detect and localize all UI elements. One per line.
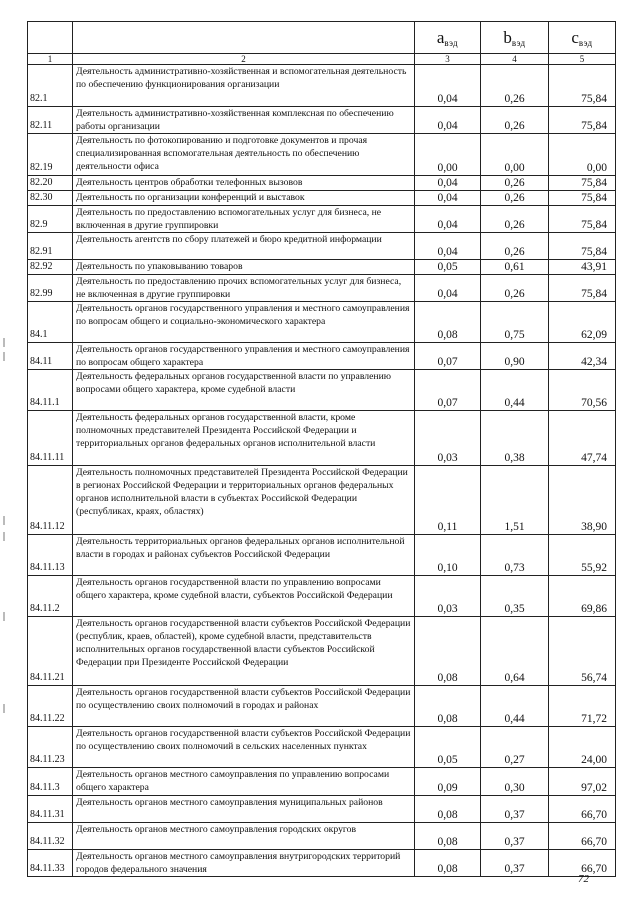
header-b: $b_{вэд}$ bbox=[481, 22, 549, 54]
row-value-b: 0,26 bbox=[481, 191, 549, 206]
table-row bbox=[28, 617, 616, 686]
table-row bbox=[28, 686, 616, 727]
row-code: 82.99 bbox=[28, 275, 73, 302]
row-value-b: 0,26 bbox=[481, 107, 549, 134]
row-value-b: 0,73 bbox=[481, 535, 549, 576]
row-name: Деятельность органов государственного управления и местного самоуправления по вопросам общего характера bbox=[73, 343, 415, 370]
row-value-a: 0,04 bbox=[415, 206, 481, 233]
row-value-b: 0,00 bbox=[481, 134, 549, 176]
row-value-c: 66,70 bbox=[549, 850, 616, 877]
row-value-c: 75,84 bbox=[549, 233, 616, 260]
table-row bbox=[28, 134, 616, 176]
page-number: 72 bbox=[578, 873, 589, 885]
table-row bbox=[28, 260, 616, 275]
row-value-c: 42,34 bbox=[549, 343, 616, 370]
row-name: Деятельность органов местного самоуправления муниципальных районов bbox=[73, 796, 415, 823]
row-value-c: 75,84 bbox=[549, 275, 616, 302]
column-number: 4 bbox=[481, 54, 549, 65]
row-value-a: 0,04 bbox=[415, 176, 481, 191]
row-code: 84.11.3 bbox=[28, 768, 73, 796]
header-row bbox=[28, 22, 616, 54]
row-value-b: 1,51 bbox=[481, 466, 549, 535]
row-value-b: 0,26 bbox=[481, 275, 549, 302]
scan-edge-marks bbox=[3, 0, 7, 905]
row-value-a: 0,11 bbox=[415, 466, 481, 535]
table-row bbox=[28, 206, 616, 233]
row-name: Деятельность агентств по сбору платежей и бюро кредитной информации bbox=[73, 233, 415, 260]
row-value-b: 0,37 bbox=[481, 823, 549, 850]
row-value-a: 0,08 bbox=[415, 302, 481, 343]
row-value-a: 0,08 bbox=[415, 796, 481, 823]
table-row bbox=[28, 796, 616, 823]
row-value-c: 0,00 bbox=[549, 134, 616, 176]
row-value-c: 69,86 bbox=[549, 576, 616, 617]
row-name: Деятельность по фотокопированию и подготовке документов и прочая специализированная вспомогательная деятельность по обеспечению деятельности офиса bbox=[73, 134, 415, 176]
row-value-b: 0,26 bbox=[481, 65, 549, 107]
row-value-a: 0,08 bbox=[415, 850, 481, 877]
column-number: 2 bbox=[73, 54, 415, 65]
row-code: 84.11.33 bbox=[28, 850, 73, 877]
table-row bbox=[28, 727, 616, 768]
table-row bbox=[28, 275, 616, 302]
row-value-a: 0,09 bbox=[415, 768, 481, 796]
row-value-a: 0,08 bbox=[415, 617, 481, 686]
row-value-a: 0,04 bbox=[415, 191, 481, 206]
document-page bbox=[27, 21, 615, 877]
row-code: 82.92 bbox=[28, 260, 73, 275]
row-value-a: 0,04 bbox=[415, 233, 481, 260]
row-value-c: 62,09 bbox=[549, 302, 616, 343]
row-name: Деятельность центров обработки телефонных вызовов bbox=[73, 176, 415, 191]
row-code: 84.11.12 bbox=[28, 466, 73, 535]
table-row bbox=[28, 823, 616, 850]
row-value-b: 0,64 bbox=[481, 617, 549, 686]
row-value-b: 0,26 bbox=[481, 233, 549, 260]
row-name: Деятельность органов государственной власти по управлению вопросами общего характера, кроме судебной власти, субъектов Российской Федерации bbox=[73, 576, 415, 617]
row-code: 84.11.21 bbox=[28, 617, 73, 686]
row-code: 84.11 bbox=[28, 343, 73, 370]
row-value-b: 0,27 bbox=[481, 727, 549, 768]
row-value-a: 0,07 bbox=[415, 343, 481, 370]
row-name: Деятельность по упаковыванию товаров bbox=[73, 260, 415, 275]
row-name: Деятельность по предоставлению вспомогательных услуг для бизнеса, не включенная в другие группировки bbox=[73, 206, 415, 233]
row-value-c: 75,84 bbox=[549, 176, 616, 191]
table-row bbox=[28, 343, 616, 370]
row-value-b: 0,26 bbox=[481, 206, 549, 233]
row-value-b: 0,37 bbox=[481, 796, 549, 823]
row-value-a: 0,08 bbox=[415, 686, 481, 727]
row-name: Деятельность территориальных органов федеральных органов исполнительной власти в городах и районах субъектов Российской Федерации bbox=[73, 535, 415, 576]
row-name: Деятельность полномочных представителей Президента Российской Федерации в регионах Российской Федерации и территориальных органов федеральных органов исполнительной власти в субъектах Российской Федерации (республиках, краях, областях) bbox=[73, 466, 415, 535]
row-value-c: 71,72 bbox=[549, 686, 616, 727]
row-code: 82.91 bbox=[28, 233, 73, 260]
row-value-b: 0,37 bbox=[481, 850, 549, 877]
row-code: 84.1 bbox=[28, 302, 73, 343]
row-name: Деятельность федеральных органов государственной власти по управлению вопросами общего характера, кроме судебной власти bbox=[73, 370, 415, 411]
row-code: 82.20 bbox=[28, 176, 73, 191]
row-value-c: 75,84 bbox=[549, 191, 616, 206]
column-number: 1 bbox=[28, 54, 73, 65]
row-code: 82.9 bbox=[28, 206, 73, 233]
table-row bbox=[28, 768, 616, 796]
row-value-b: 0,38 bbox=[481, 411, 549, 466]
row-code: 84.11.2 bbox=[28, 576, 73, 617]
table-row bbox=[28, 576, 616, 617]
row-value-c: 55,92 bbox=[549, 535, 616, 576]
row-value-a: 0,04 bbox=[415, 275, 481, 302]
row-name: Деятельность органов государственной власти субъектов Российской Федерации (республик, краев, областей), кроме судебной власти, представительств исполнительных органов государственной власти субъектов Российской Федерации при Президенте Российской Федерации bbox=[73, 617, 415, 686]
coefficients-table bbox=[27, 21, 616, 877]
row-value-c: 75,84 bbox=[549, 65, 616, 107]
table-row bbox=[28, 233, 616, 260]
row-value-a: 0,07 bbox=[415, 370, 481, 411]
row-value-a: 0,08 bbox=[415, 823, 481, 850]
row-value-b: 0,61 bbox=[481, 260, 549, 275]
row-value-c: 75,84 bbox=[549, 206, 616, 233]
row-value-c: 24,00 bbox=[549, 727, 616, 768]
row-code: 84.11.11 bbox=[28, 411, 73, 466]
row-name: Деятельность органов государственного управления и местного самоуправления по вопросам общего и социально-экономического характера bbox=[73, 302, 415, 343]
row-value-a: 0,00 bbox=[415, 134, 481, 176]
row-value-c: 56,74 bbox=[549, 617, 616, 686]
row-name: Деятельность федеральных органов государственной власти, кроме полномочных представителей Президента Российской Федерации и территориальных органов федеральных органов исполнительной власти bbox=[73, 411, 415, 466]
table-row bbox=[28, 191, 616, 206]
row-value-c: 38,90 bbox=[549, 466, 616, 535]
row-code: 84.11.13 bbox=[28, 535, 73, 576]
row-name: Деятельность органов местного самоуправления внутригородских территорий городов федерального значения bbox=[73, 850, 415, 877]
row-name: Деятельность по организации конференций и выставок bbox=[73, 191, 415, 206]
row-value-a: 0,10 bbox=[415, 535, 481, 576]
row-value-a: 0,05 bbox=[415, 727, 481, 768]
row-value-b: 0,35 bbox=[481, 576, 549, 617]
row-value-b: 0,30 bbox=[481, 768, 549, 796]
header-code-cell bbox=[28, 22, 73, 54]
column-number-row bbox=[28, 54, 616, 65]
table-row bbox=[28, 107, 616, 134]
row-code: 84.11.22 bbox=[28, 686, 73, 727]
row-value-c: 75,84 bbox=[549, 107, 616, 134]
row-value-b: 0,44 bbox=[481, 686, 549, 727]
row-value-c: 47,74 bbox=[549, 411, 616, 466]
column-number: 3 bbox=[415, 54, 481, 65]
row-name: Деятельность административно-хозяйственная и вспомогательная деятельность по обеспечению функционирования организации bbox=[73, 65, 415, 107]
row-code: 84.11.32 bbox=[28, 823, 73, 850]
row-code: 84.11.1 bbox=[28, 370, 73, 411]
table-row bbox=[28, 370, 616, 411]
row-value-c: 70,56 bbox=[549, 370, 616, 411]
row-code: 82.1 bbox=[28, 65, 73, 107]
row-name: Деятельность органов государственной власти субъектов Российской Федерации по осуществлению своих полномочий в сельских населенных пунктах bbox=[73, 727, 415, 768]
row-value-c: 66,70 bbox=[549, 823, 616, 850]
row-name: Деятельность органов местного самоуправления городских округов bbox=[73, 823, 415, 850]
row-code: 82.19 bbox=[28, 134, 73, 176]
column-number: 5 bbox=[549, 54, 616, 65]
table-row bbox=[28, 65, 616, 107]
row-name: Деятельность административно-хозяйственная комплексная по обеспечению работы организации bbox=[73, 107, 415, 134]
row-value-b: 0,44 bbox=[481, 370, 549, 411]
table-row bbox=[28, 411, 616, 466]
table-row bbox=[28, 535, 616, 576]
table-row bbox=[28, 850, 616, 877]
header-name-cell bbox=[73, 22, 415, 54]
table-row bbox=[28, 302, 616, 343]
row-value-b: 0,90 bbox=[481, 343, 549, 370]
row-value-b: 0,75 bbox=[481, 302, 549, 343]
row-name: Деятельность по предоставлению прочих вспомогательных услуг для бизнеса, не включенная в другие группировки bbox=[73, 275, 415, 302]
row-code: 84.11.23 bbox=[28, 727, 73, 768]
row-name: Деятельность органов государственной власти субъектов Российской Федерации по осуществлению своих полномочий в городах и районах bbox=[73, 686, 415, 727]
row-value-c: 66,70 bbox=[549, 796, 616, 823]
row-code: 82.30 bbox=[28, 191, 73, 206]
row-value-b: 0,26 bbox=[481, 176, 549, 191]
row-value-a: 0,04 bbox=[415, 107, 481, 134]
row-code: 84.11.31 bbox=[28, 796, 73, 823]
row-value-a: 0,05 bbox=[415, 260, 481, 275]
row-value-c: 97,02 bbox=[549, 768, 616, 796]
row-value-a: 0,04 bbox=[415, 65, 481, 107]
table-row bbox=[28, 176, 616, 191]
table-row bbox=[28, 466, 616, 535]
row-code: 82.11 bbox=[28, 107, 73, 134]
row-value-a: 0,03 bbox=[415, 576, 481, 617]
header-c: $c_{вэд}$ bbox=[549, 22, 616, 54]
row-name: Деятельность органов местного самоуправления по управлению вопросами общего характера bbox=[73, 768, 415, 796]
row-value-a: 0,03 bbox=[415, 411, 481, 466]
row-value-c: 43,91 bbox=[549, 260, 616, 275]
header-a: $a_{вэд}$ bbox=[415, 22, 481, 54]
